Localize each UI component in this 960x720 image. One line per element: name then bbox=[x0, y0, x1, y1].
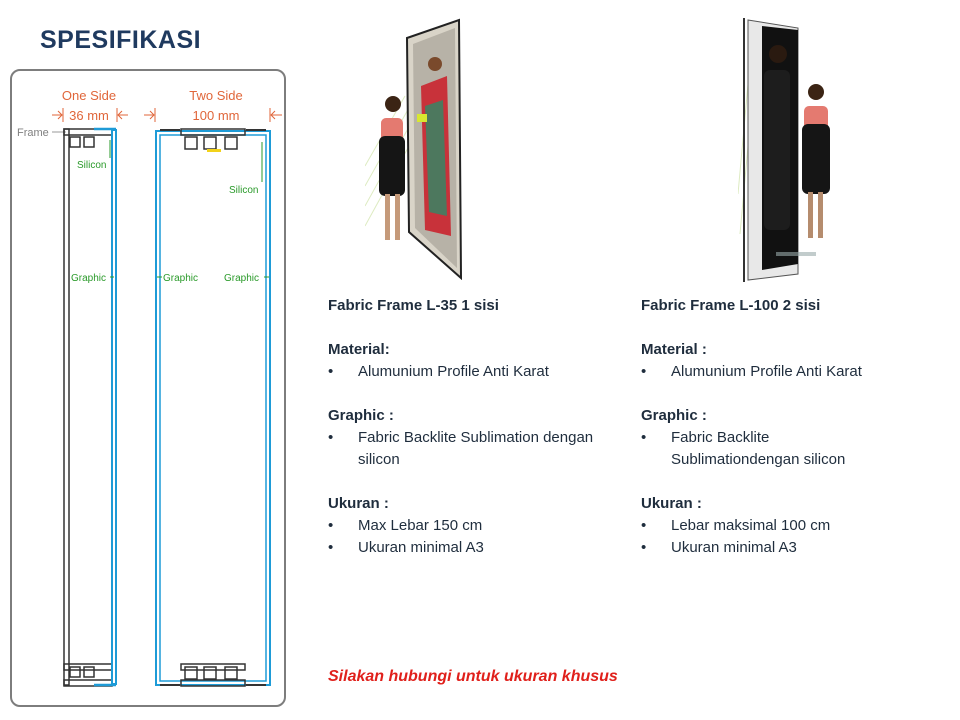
list-item: • Alumunium Profile Anti Karat bbox=[328, 361, 618, 383]
material-list bbox=[641, 361, 941, 383]
product-name: Fabric Frame L-35 1 sisi bbox=[328, 297, 499, 314]
graphic-list bbox=[328, 427, 618, 471]
material-heading: Material : bbox=[641, 341, 707, 358]
graphic-list bbox=[641, 427, 941, 471]
two-side-profile bbox=[156, 129, 270, 686]
one-side-title: One Side bbox=[61, 88, 117, 103]
spec-l35 bbox=[328, 295, 618, 559]
product-photo-l100 bbox=[738, 14, 838, 282]
material-heading: Material: bbox=[328, 341, 390, 358]
list-item: • Ukuran minimal A3 bbox=[328, 537, 618, 559]
two-side-title: Two Side bbox=[189, 88, 243, 103]
size-list bbox=[641, 515, 941, 559]
one-side-profile bbox=[64, 129, 116, 686]
graphic-label-two-side-right: Graphic bbox=[224, 273, 260, 284]
graphic-heading: Graphic : bbox=[641, 407, 707, 424]
product-name: Fabric Frame L-100 2 sisi bbox=[641, 297, 821, 314]
custom-size-note: Silakan hubungi untuk ukuran khusus bbox=[328, 668, 618, 685]
size-heading: Ukuran : bbox=[641, 495, 702, 512]
list-item: • Fabric Backlite Sublimation dengan silicon bbox=[328, 427, 618, 471]
page-title: SPESIFIKASI bbox=[40, 26, 202, 54]
silicon-label-one-side: Silicon bbox=[77, 160, 107, 171]
two-side-size: 100 mm bbox=[192, 108, 240, 123]
size-list bbox=[328, 515, 618, 559]
graphic-label-one-side: Graphic bbox=[71, 273, 107, 284]
size-heading: Ukuran : bbox=[328, 495, 389, 512]
product-photo-l35 bbox=[365, 16, 465, 280]
material-list bbox=[328, 361, 618, 383]
list-item: • Alumunium Profile Anti Karat bbox=[641, 361, 941, 383]
graphic-label-two-side-left: Graphic bbox=[163, 273, 199, 284]
frame-cross-section-diagram bbox=[0, 0, 300, 720]
silicon-label-two-side: Silicon bbox=[229, 185, 259, 196]
list-item: • Ukuran minimal A3 bbox=[641, 537, 941, 559]
one-side-size: 36 mm bbox=[69, 108, 109, 123]
graphic-heading: Graphic : bbox=[328, 407, 394, 424]
frame-label: Frame bbox=[17, 127, 49, 139]
list-item: • Max Lebar 150 cm bbox=[328, 515, 618, 537]
spec-l100 bbox=[641, 295, 941, 559]
list-item: • Fabric Backlite Sublimationdengan silicon bbox=[641, 427, 901, 471]
list-item: • Lebar maksimal 100 cm bbox=[641, 515, 941, 537]
